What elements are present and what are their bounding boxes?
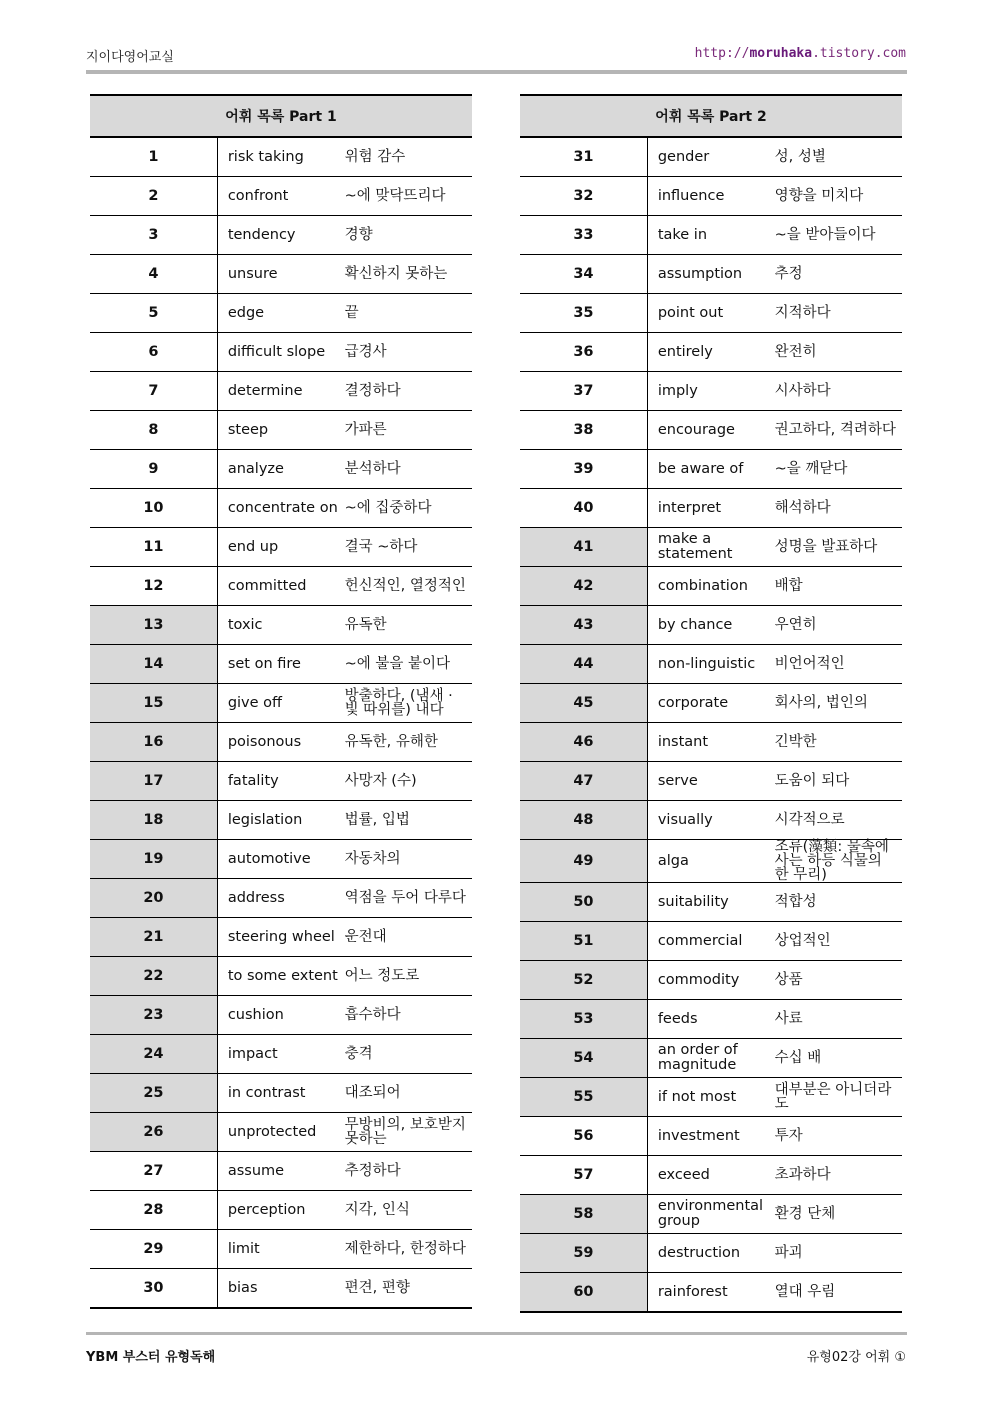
vocab-meaning: 대조되어 xyxy=(345,1074,472,1113)
table-row xyxy=(90,294,472,333)
table-row xyxy=(520,372,902,411)
row-number: 33 xyxy=(520,216,647,255)
row-number: 57 xyxy=(520,1156,647,1195)
vocab-word: influence xyxy=(647,177,774,216)
vocab-meaning: 배합 xyxy=(775,567,902,606)
table-row xyxy=(520,255,902,294)
vocab-meaning: 조류(藻類: 물속에 사는 하등 식물의 한 무리) xyxy=(775,840,902,883)
vocab-meaning: ~에 맞닥뜨리다 xyxy=(345,177,472,216)
vocab-meaning: 환경 단체 xyxy=(775,1195,902,1234)
row-number: 9 xyxy=(90,450,217,489)
vocab-meaning: 편견, 편향 xyxy=(345,1269,472,1309)
row-number: 6 xyxy=(90,333,217,372)
table-row xyxy=(90,957,472,996)
vocab-meaning: 시각적으로 xyxy=(775,801,902,840)
table-row xyxy=(520,567,902,606)
row-number: 11 xyxy=(90,528,217,567)
vocab-word: tendency xyxy=(217,216,344,255)
vocab-meaning: ~을 깨닫다 xyxy=(775,450,902,489)
vocab-word: concentrate on xyxy=(217,489,344,528)
row-number: 58 xyxy=(520,1195,647,1234)
vocab-word: investment xyxy=(647,1117,774,1156)
table-row xyxy=(90,1230,472,1269)
row-number: 36 xyxy=(520,333,647,372)
vocab-meaning: 파괴 xyxy=(775,1234,902,1273)
vocab-word: determine xyxy=(217,372,344,411)
row-number: 23 xyxy=(90,996,217,1035)
row-number: 34 xyxy=(520,255,647,294)
vocab-meaning: 비언어적인 xyxy=(775,645,902,684)
row-number: 26 xyxy=(90,1113,217,1152)
table-row xyxy=(90,372,472,411)
row-number: 43 xyxy=(520,606,647,645)
vocab-meaning: 지각, 인식 xyxy=(345,1191,472,1230)
vocab-word: risk taking xyxy=(217,137,344,177)
vocab-word: entirely xyxy=(647,333,774,372)
vocab-meaning: 열대 우림 xyxy=(775,1273,902,1313)
row-number: 49 xyxy=(520,840,647,883)
vocab-word: cushion xyxy=(217,996,344,1035)
vocab-word: alga xyxy=(647,840,774,883)
top-divider xyxy=(86,70,907,74)
vocab-meaning: 끝 xyxy=(345,294,472,333)
vocab-meaning: 적합성 xyxy=(775,883,902,922)
table-row xyxy=(90,1035,472,1074)
vocab-meaning: 운전대 xyxy=(345,918,472,957)
row-number: 4 xyxy=(90,255,217,294)
row-number: 52 xyxy=(520,961,647,1000)
vocab-word: take in xyxy=(647,216,774,255)
row-number: 42 xyxy=(520,567,647,606)
vocab-meaning: 성명을 발표하다 xyxy=(775,528,902,567)
vocab-meaning: 유독한 xyxy=(345,606,472,645)
vocab-meaning: 추정 xyxy=(775,255,902,294)
vocab-meaning: 해석하다 xyxy=(775,489,902,528)
table-row xyxy=(90,411,472,450)
row-number: 39 xyxy=(520,450,647,489)
vocab-word: in contrast xyxy=(217,1074,344,1113)
table-title-part2: 어휘 목록 Part 2 xyxy=(520,95,902,137)
vocab-meaning: 충격 xyxy=(345,1035,472,1074)
table-row xyxy=(90,762,472,801)
row-number: 12 xyxy=(90,567,217,606)
vocab-word: limit xyxy=(217,1230,344,1269)
vocab-word: set on fire xyxy=(217,645,344,684)
row-number: 20 xyxy=(90,879,217,918)
table-row xyxy=(90,489,472,528)
vocab-meaning: 자동차의 xyxy=(345,840,472,879)
row-number: 37 xyxy=(520,372,647,411)
vocab-meaning: 급경사 xyxy=(345,333,472,372)
table-row xyxy=(520,177,902,216)
vocab-word: give off xyxy=(217,684,344,723)
vocab-meaning: 상품 xyxy=(775,961,902,1000)
vocab-meaning: 방출하다, (냄새 · 빛 따위를) 내다 xyxy=(345,684,472,723)
table-row xyxy=(90,684,472,723)
vocab-word: committed xyxy=(217,567,344,606)
site-url[interactable] xyxy=(695,46,906,61)
vocab-word: automotive xyxy=(217,840,344,879)
vocab-word: to some extent xyxy=(217,957,344,996)
vocab-meaning: 사망자 (수) xyxy=(345,762,472,801)
table-row xyxy=(520,606,902,645)
vocab-meaning: 법률, 입법 xyxy=(345,801,472,840)
vocab-word: confront xyxy=(217,177,344,216)
table-row xyxy=(520,137,902,177)
row-number: 44 xyxy=(520,645,647,684)
vocab-meaning: ~에 집중하다 xyxy=(345,489,472,528)
vocab-word: feeds xyxy=(647,1000,774,1039)
row-number: 45 xyxy=(520,684,647,723)
vocab-word: impact xyxy=(217,1035,344,1074)
table-row xyxy=(520,1039,902,1078)
vocab-word: assumption xyxy=(647,255,774,294)
table-row xyxy=(520,1195,902,1234)
vocab-word: corporate xyxy=(647,684,774,723)
vocab-word: steep xyxy=(217,411,344,450)
table-row xyxy=(90,177,472,216)
vocab-meaning: 사료 xyxy=(775,1000,902,1039)
table-row xyxy=(520,840,902,883)
vocab-meaning: 추정하다 xyxy=(345,1152,472,1191)
vocab-meaning: 어느 정도로 xyxy=(345,957,472,996)
vocab-word: difficult slope xyxy=(217,333,344,372)
lesson-label: 유형02강 어휘 ① xyxy=(806,1350,906,1365)
table-row xyxy=(90,801,472,840)
row-number: 25 xyxy=(90,1074,217,1113)
table-row xyxy=(520,294,902,333)
vocab-meaning: 영향을 미치다 xyxy=(775,177,902,216)
vocab-table-part1 xyxy=(90,94,472,1309)
vocab-word: rainforest xyxy=(647,1273,774,1313)
table-row xyxy=(520,411,902,450)
table-row xyxy=(90,450,472,489)
vocab-word: non-linguistic xyxy=(647,645,774,684)
table-row xyxy=(520,1078,902,1117)
vocab-meaning: 위험 감수 xyxy=(345,137,472,177)
vocab-meaning: ~에 불을 붙이다 xyxy=(345,645,472,684)
table-row xyxy=(90,1191,472,1230)
row-number: 40 xyxy=(520,489,647,528)
vocab-meaning: 흡수하다 xyxy=(345,996,472,1035)
table-title-part1: 어휘 목록 Part 1 xyxy=(90,95,472,137)
table-row xyxy=(90,996,472,1035)
table-row xyxy=(90,840,472,879)
table-row xyxy=(520,883,902,922)
vocab-word: instant xyxy=(647,723,774,762)
vocab-meaning: 헌신적인, 열정적인 xyxy=(345,567,472,606)
vocab-word: bias xyxy=(217,1269,344,1309)
row-number: 56 xyxy=(520,1117,647,1156)
row-number: 41 xyxy=(520,528,647,567)
table-row xyxy=(90,1113,472,1152)
vocab-meaning: 역점을 두어 다루다 xyxy=(345,879,472,918)
table-row xyxy=(90,137,472,177)
vocab-word: steering wheel xyxy=(217,918,344,957)
row-number: 21 xyxy=(90,918,217,957)
row-number: 14 xyxy=(90,645,217,684)
vocab-meaning: 대부분은 아니더라도 xyxy=(775,1078,902,1117)
row-number: 51 xyxy=(520,922,647,961)
table-row xyxy=(520,528,902,567)
table-row xyxy=(90,216,472,255)
row-number: 7 xyxy=(90,372,217,411)
row-number: 2 xyxy=(90,177,217,216)
vocab-word: imply xyxy=(647,372,774,411)
vocab-word: legislation xyxy=(217,801,344,840)
vocab-meaning: 무방비의, 보호받지 못하는 xyxy=(345,1113,472,1152)
vocab-meaning: 유독한, 유해한 xyxy=(345,723,472,762)
table-row xyxy=(520,216,902,255)
vocab-word: visually xyxy=(647,801,774,840)
table-row xyxy=(520,1273,902,1313)
row-number: 1 xyxy=(90,137,217,177)
vocab-meaning: 확신하지 못하는 xyxy=(345,255,472,294)
table-row xyxy=(90,879,472,918)
table-row xyxy=(520,489,902,528)
vocab-meaning: 도움이 되다 xyxy=(775,762,902,801)
row-number: 19 xyxy=(90,840,217,879)
table-row xyxy=(90,1152,472,1191)
vocab-meaning: 제한하다, 한정하다 xyxy=(345,1230,472,1269)
row-number: 53 xyxy=(520,1000,647,1039)
vocab-word: fatality xyxy=(217,762,344,801)
row-number: 16 xyxy=(90,723,217,762)
vocab-word: commodity xyxy=(647,961,774,1000)
row-number: 27 xyxy=(90,1152,217,1191)
row-number: 31 xyxy=(520,137,647,177)
row-number: 48 xyxy=(520,801,647,840)
table-row xyxy=(520,961,902,1000)
vocab-word: encourage xyxy=(647,411,774,450)
vocab-word: unsure xyxy=(217,255,344,294)
table-row xyxy=(520,450,902,489)
url-bold: moruhaka xyxy=(749,46,813,61)
vocab-word: if not most xyxy=(647,1078,774,1117)
vocab-word: an order of magnitude xyxy=(647,1039,774,1078)
vocab-meaning: 초과하다 xyxy=(775,1156,902,1195)
table-row xyxy=(90,528,472,567)
table-row xyxy=(90,1269,472,1309)
row-number: 59 xyxy=(520,1234,647,1273)
table-row xyxy=(90,255,472,294)
bottom-divider xyxy=(86,1332,907,1335)
vocab-meaning: 지적하다 xyxy=(775,294,902,333)
row-number: 47 xyxy=(520,762,647,801)
row-number: 29 xyxy=(90,1230,217,1269)
vocab-word: commercial xyxy=(647,922,774,961)
school-name: 지이다영어교실 xyxy=(86,50,174,65)
vocab-meaning: 상업적인 xyxy=(775,922,902,961)
vocab-meaning: 긴박한 xyxy=(775,723,902,762)
row-number: 46 xyxy=(520,723,647,762)
vocab-word: interpret xyxy=(647,489,774,528)
vocab-word: address xyxy=(217,879,344,918)
row-number: 30 xyxy=(90,1269,217,1309)
vocab-word: make a statement xyxy=(647,528,774,567)
vocab-word: exceed xyxy=(647,1156,774,1195)
table-row xyxy=(520,1000,902,1039)
table-row xyxy=(520,1156,902,1195)
vocab-word: assume xyxy=(217,1152,344,1191)
row-number: 55 xyxy=(520,1078,647,1117)
row-number: 24 xyxy=(90,1035,217,1074)
table-row xyxy=(90,333,472,372)
table-row xyxy=(90,918,472,957)
vocab-meaning: 투자 xyxy=(775,1117,902,1156)
vocab-word: perception xyxy=(217,1191,344,1230)
table-row xyxy=(520,1117,902,1156)
vocab-meaning: 경향 xyxy=(345,216,472,255)
vocab-word: serve xyxy=(647,762,774,801)
vocab-word: by chance xyxy=(647,606,774,645)
table-row xyxy=(520,762,902,801)
vocab-meaning: 수십 배 xyxy=(775,1039,902,1078)
vocab-meaning: 시사하다 xyxy=(775,372,902,411)
table-row xyxy=(90,567,472,606)
table-row xyxy=(90,606,472,645)
vocab-word: toxic xyxy=(217,606,344,645)
vocab-meaning: 완전히 xyxy=(775,333,902,372)
table-row xyxy=(520,1234,902,1273)
row-number: 8 xyxy=(90,411,217,450)
row-number: 28 xyxy=(90,1191,217,1230)
vocab-meaning: 권고하다, 격려하다 xyxy=(775,411,902,450)
vocab-word: gender xyxy=(647,137,774,177)
table-row xyxy=(520,922,902,961)
vocab-word: unprotected xyxy=(217,1113,344,1152)
row-number: 54 xyxy=(520,1039,647,1078)
row-number: 60 xyxy=(520,1273,647,1313)
vocab-meaning: 성, 성별 xyxy=(775,137,902,177)
row-number: 3 xyxy=(90,216,217,255)
url-prefix: http:// xyxy=(694,46,750,61)
vocab-meaning: 회사의, 법인의 xyxy=(775,684,902,723)
table-row xyxy=(90,645,472,684)
table-row xyxy=(90,1074,472,1113)
row-number: 32 xyxy=(520,177,647,216)
row-number: 10 xyxy=(90,489,217,528)
vocab-meaning: ~을 받아들이다 xyxy=(775,216,902,255)
vocab-word: be aware of xyxy=(647,450,774,489)
url-suffix: .tistory.com xyxy=(812,46,906,61)
vocab-word: suitability xyxy=(647,883,774,922)
table-row xyxy=(520,684,902,723)
vocab-meaning: 우연히 xyxy=(775,606,902,645)
vocab-word: poisonous xyxy=(217,723,344,762)
vocab-word: end up xyxy=(217,528,344,567)
row-number: 5 xyxy=(90,294,217,333)
row-number: 35 xyxy=(520,294,647,333)
vocab-word: environmental group xyxy=(647,1195,774,1234)
row-number: 38 xyxy=(520,411,647,450)
table-row xyxy=(520,645,902,684)
vocab-word: edge xyxy=(217,294,344,333)
book-title: YBM 부스터 유형독해 xyxy=(86,1350,216,1365)
vocab-meaning: 결정하다 xyxy=(345,372,472,411)
row-number: 22 xyxy=(90,957,217,996)
row-number: 18 xyxy=(90,801,217,840)
row-number: 13 xyxy=(90,606,217,645)
vocab-meaning: 결국 ~하다 xyxy=(345,528,472,567)
vocab-word: point out xyxy=(647,294,774,333)
row-number: 15 xyxy=(90,684,217,723)
row-number: 17 xyxy=(90,762,217,801)
vocab-meaning: 분석하다 xyxy=(345,450,472,489)
vocab-table-part2 xyxy=(520,94,902,1313)
vocab-meaning: 가파른 xyxy=(345,411,472,450)
table-row xyxy=(520,801,902,840)
vocab-word: destruction xyxy=(647,1234,774,1273)
vocab-word: analyze xyxy=(217,450,344,489)
table-row xyxy=(520,723,902,762)
vocab-word: combination xyxy=(647,567,774,606)
row-number: 50 xyxy=(520,883,647,922)
table-row xyxy=(520,333,902,372)
table-row xyxy=(90,723,472,762)
